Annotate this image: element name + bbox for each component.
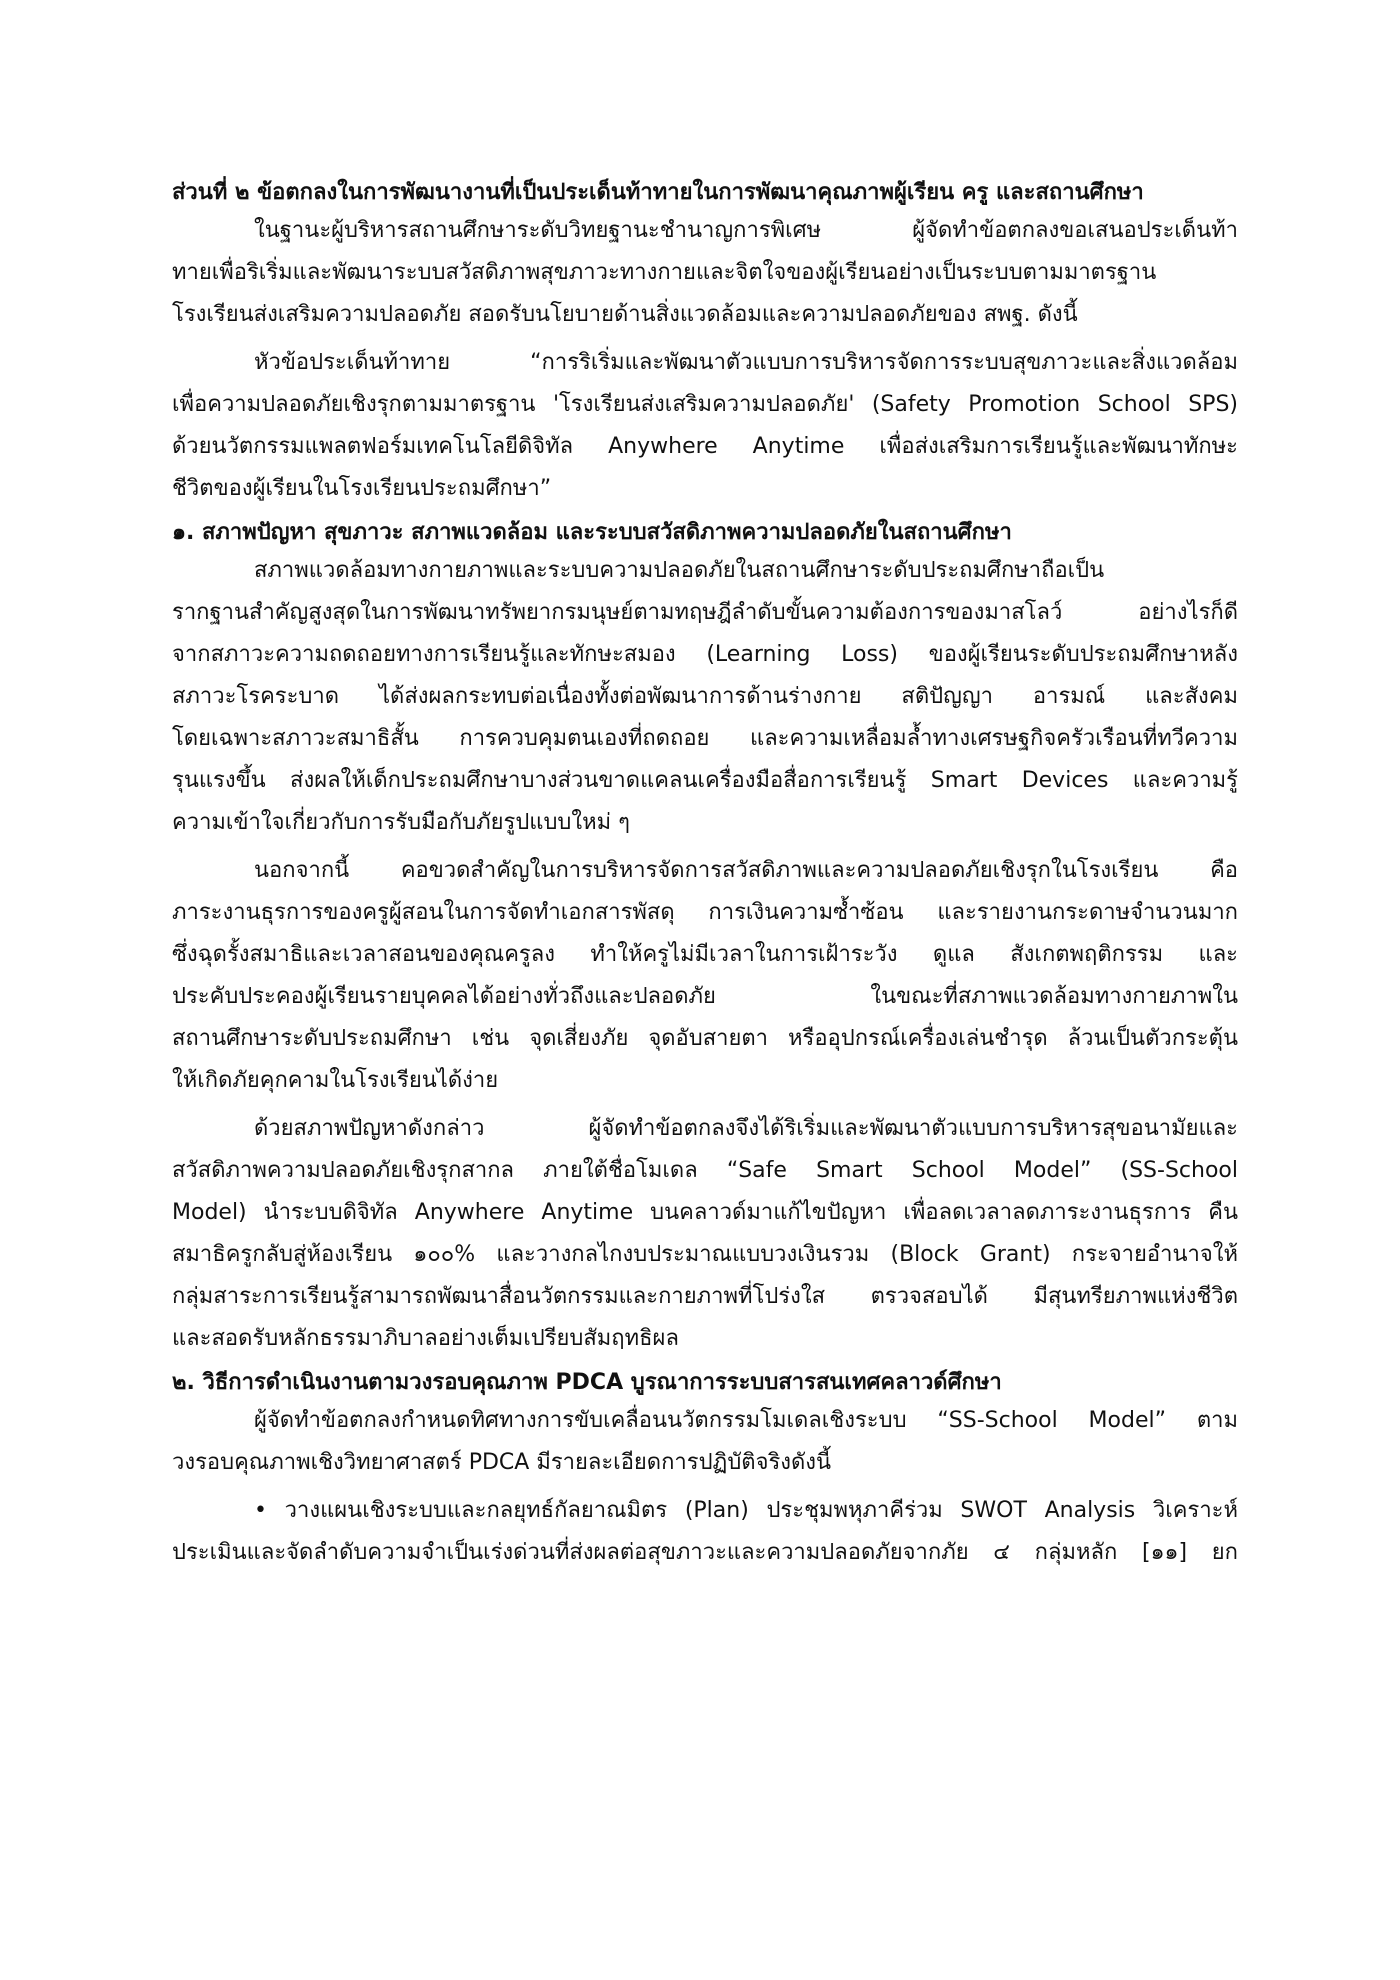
paragraph-line: ซึ่งฉุดรั้งสมาธิและเวลาสอนของคุณครูลง ทำให้ครูไม่มีเวลาในการเฝ้าระวัง ดูแล สังเกตพฤติกรรม และ xyxy=(172,942,1238,967)
paragraph-line: ประเมินและจัดลำดับความจำเป็นเร่งด่วนที่ส่งผลต่อสุขภาวะและความปลอดภัยจากภัย ๔ กลุ่มหลัก [๑๑] ยก xyxy=(172,1540,1238,1565)
paragraph-line: รากฐานสำคัญสูงสุดในการพัฒนาทรัพยากรมนุษย์ตามทฤษฎีลำดับขั้นความต้องการของมาสโลว์ อย่างไรก็ดี xyxy=(172,600,1238,625)
paragraph-line: โดยเฉพาะสภาวะสมาธิสั้น การควบคุมตนเองที่ถดถอย และความเหลื่อมล้ำทางเศรษฐกิจครัวเรือนที่ทวีความ xyxy=(172,726,1238,751)
paragraph-line: ผู้จัดทำข้อตกลงกำหนดทิศทางการขับเคลื่อนนวัตกรรมโมเดลเชิงระบบ “SS-School Model” ตาม xyxy=(254,1408,1238,1433)
paragraph-line: นอกจากนี้ คอขวดสำคัญในการบริหารจัดการสวัสดิภาพและความปลอดภัยเชิงรุกในโรงเรียน คือ xyxy=(254,858,1238,883)
paragraph-line: ทายเพื่อริเริ่มและพัฒนาระบบสวัสดิภาพสุขภาวะทางกายและจิตใจของผู้เรียนอย่างเป็นระบบตามมาตรฐาน xyxy=(172,260,1157,285)
paragraph-line: รุนแรงขึ้น ส่งผลให้เด็กประถมศึกษาบางส่วนขาดแคลนเครื่องมือสื่อการเรียนรู้ Smart Devices และความรู้ xyxy=(172,768,1238,793)
topic-2-paragraph-1 xyxy=(172,1400,1238,1484)
paragraph-line: ด้วยนวัตกรรมแพลตฟอร์มเทคโนโลยีดิจิทัล Anywhere Anytime เพื่อส่งเสริมการเรียนรู้และพัฒนาทักษะ xyxy=(172,434,1238,459)
paragraph-line: ประคับประคองผู้เรียนรายบุคคลได้อย่างทั่วถึงและปลอดภัย ในขณะที่สภาพแวดล้อมทางกายภาพใน xyxy=(172,984,1238,1009)
paragraph-line: ในฐานะผู้บริหารสถานศึกษาระดับวิทยฐานะชำนาญการพิเศษ ผู้จัดทำข้อตกลงขอเสนอประเด็นท้า xyxy=(254,218,1238,243)
paragraph-line: สภาวะโรคระบาด ได้ส่งผลกระทบต่อเนื่องทั้งต่อพัฒนาการด้านร่างกาย สติปัญญา อารมณ์ และสังคม xyxy=(172,684,1238,709)
topic-1-heading: ๑. สภาพปัญหา สุขภาวะ สภาพแวดล้อม และระบบสวัสดิภาพความปลอดภัยในสถานศึกษา xyxy=(172,520,1012,545)
challenge-paragraph xyxy=(172,342,1238,510)
paragraph-line: สวัสดิภาพความปลอดภัยเชิงรุกสากล ภายใต้ชื่อโมเดล “Safe Smart School Model” (SS-School xyxy=(172,1158,1238,1183)
paragraph-line: สภาพแวดล้อมทางกายภาพและระบบความปลอดภัยในสถานศึกษาระดับประถมศึกษาถือเป็น xyxy=(254,558,1105,583)
paragraph-line: Model) นำระบบดิจิทัล Anywhere Anytime บนคลาวด์มาแก้ไขปัญหา เพื่อลดเวลาลดภาระงานธุรการ คืน xyxy=(172,1200,1238,1225)
paragraph-line: สมาธิครูกลับสู่ห้องเรียน ๑๐๐% และวางกลไกงบประมาณแบบวงเงินรวม (Block Grant) กระจายอำนาจให้ xyxy=(172,1242,1238,1267)
paragraph-line: ให้เกิดภัยคุกคามในโรงเรียนได้ง่าย xyxy=(172,1068,499,1093)
paragraph-line: เพื่อความปลอดภัยเชิงรุกตามมาตรฐาน 'โรงเรียนส่งเสริมความปลอดภัย' (Safety Promotion School SPS) xyxy=(172,392,1238,417)
paragraph-line: ความเข้าใจเกี่ยวกับการรับมือกับภัยรูปแบบใหม่ ๆ xyxy=(172,810,630,835)
paragraph-line: ด้วยสภาพปัญหาดังกล่าว ผู้จัดทำข้อตกลงจึงได้ริเริ่มและพัฒนาตัวแบบการบริหารสุขอนามัยและ xyxy=(254,1116,1238,1141)
paragraph-line: ชีวิตของผู้เรียนในโรงเรียนประถมศึกษา” xyxy=(172,476,552,501)
topic-1-paragraph-2 xyxy=(172,850,1238,1102)
topic-2-paragraph-2 xyxy=(172,1490,1238,1574)
topic-1-paragraph-1 xyxy=(172,550,1238,844)
paragraph-line: สถานศึกษาระดับประถมศึกษา เช่น จุดเสี่ยงภัย จุดอับสายตา หรืออุปกรณ์เครื่องเล่นชำรุด ล้วนเป็นตัวกระตุ้น xyxy=(172,1026,1238,1051)
intro-paragraph xyxy=(172,210,1238,336)
paragraph-line: ภาระงานธุรการของครูผู้สอนในการจัดทำเอกสารพัสดุ การเงินความซ้ำซ้อน และรายงานกระดาษจำนวนมาก xyxy=(172,900,1238,925)
topic-2-heading: ๒. วิธีการดำเนินงานตามวงรอบคุณภาพ PDCA บูรณาการระบบสารสนเทศคลาวด์ศึกษา xyxy=(172,1370,1002,1395)
paragraph-line: หัวข้อประเด็นท้าทาย “การริเริ่มและพัฒนาตัวแบบการบริหารจัดการระบบสุขภาวะและสิ่งแวดล้อม xyxy=(254,350,1238,375)
paragraph-line: กลุ่มสาระการเรียนรู้สามารถพัฒนาสื่อนวัตกรรมและกายภาพที่โปร่งใส ตรวจสอบได้ มีสุนทรียภาพแห่งชีวิต xyxy=(172,1284,1238,1309)
paragraph-line: และสอดรับหลักธรรมาภิบาลอย่างเต็มเปรียบสัมฤทธิผล xyxy=(172,1326,679,1351)
paragraph-line: โรงเรียนส่งเสริมความปลอดภัย สอดรับนโยบายด้านสิ่งแวดล้อมและความปลอดภัยของ สพฐ. ดังนี้ xyxy=(172,302,1078,327)
section-heading: ส่วนที่ ๒ ข้อตกลงในการพัฒนางานที่เป็นประเด็นท้าทายในการพัฒนาคุณภาพผู้เรียน ครู และสถานศึกษา xyxy=(172,180,1144,205)
paragraph-line: จากสภาวะความถดถอยทางการเรียนรู้และทักษะสมอง (Learning Loss) ของผู้เรียนระดับประถมศึกษาหลัง xyxy=(172,642,1238,667)
topic-1-paragraph-3 xyxy=(172,1108,1238,1360)
paragraph-line: วงรอบคุณภาพเชิงวิทยาศาสตร์ PDCA มีรายละเอียดการปฏิบัติจริงดังนี้ xyxy=(172,1450,832,1475)
paragraph-line: • วางแผนเชิงระบบและกลยุทธ์กัลยาณมิตร (Plan) ประชุมพหุภาคีร่วม SWOT Analysis วิเคราะห์ xyxy=(254,1498,1238,1523)
